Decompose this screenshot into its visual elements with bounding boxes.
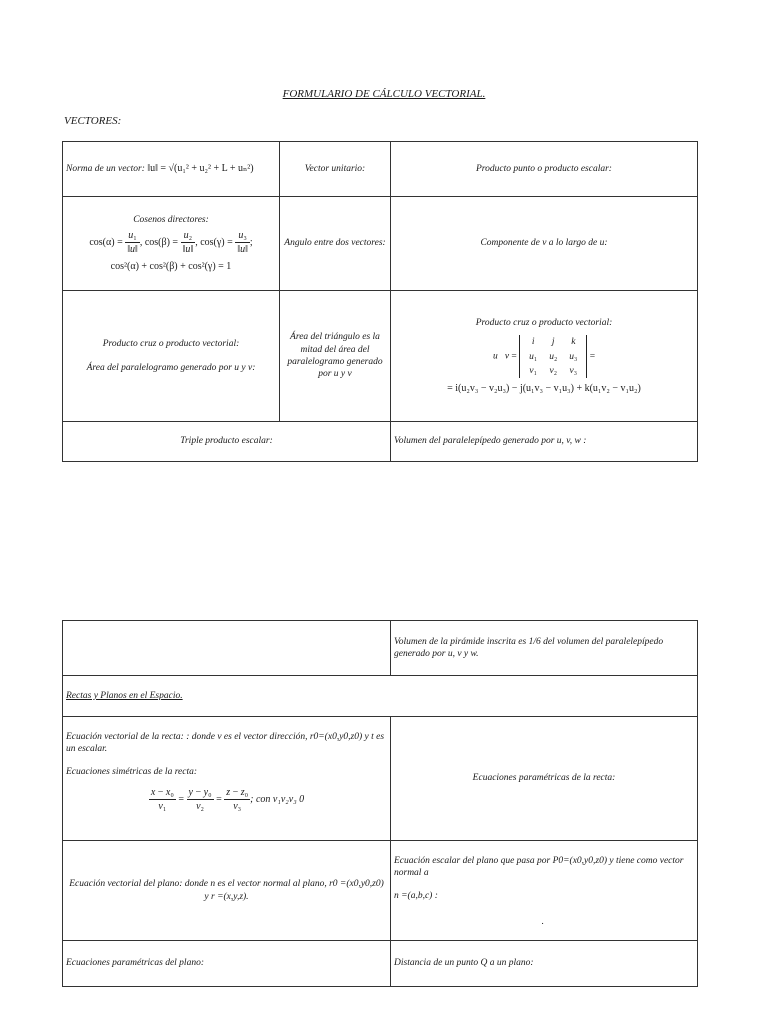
parametricas-plano-cell	[63, 941, 391, 987]
cruz-label: Producto cruz o producto vectorial:	[102, 338, 240, 349]
cruz-label-right: Producto cruz o producto vectorial:	[475, 317, 613, 328]
table-row	[63, 941, 698, 987]
page-title: FORMULARIO DE CÁLCULO VECTORIAL.	[282, 88, 486, 100]
cruz-determinant: u v = i j k u₁ u₂ u₃ v₁ v₂ v₃ =	[394, 335, 694, 378]
rectas-planos-cell	[63, 676, 698, 717]
norma-formula: ‖u‖ = √(u₁² + u₂² + L + uₙ²)	[147, 163, 254, 175]
volumen-cell	[391, 422, 698, 462]
empty-cell	[63, 621, 391, 676]
table-row	[63, 717, 698, 841]
cosenos-cell	[63, 197, 280, 291]
table-row	[63, 621, 698, 676]
cruz-cell-right	[391, 291, 698, 422]
table-row	[63, 841, 698, 941]
area-paralelogramo-label: Área del paralelogramo generado por u y v:	[86, 363, 256, 373]
ecuacion-vectorial-recta: Ecuación vectorial de la recta: : donde v es el vector dirección, r0=(x0,y0,z0) y t es un escalar.	[66, 732, 385, 755]
ecuacion-vectorial-plano: Ecuación vectorial del plano: donde n es el vector normal al plano, r0 =(x0,y0,z0) y r =(x,y,z).	[69, 879, 384, 902]
angulo-label: Angulo entre dos vectores:	[284, 238, 386, 249]
distancia-label: Distancia de un punto Q a un plano:	[394, 958, 534, 969]
norma-cell	[63, 142, 280, 197]
table-row	[63, 676, 698, 717]
producto-punto-cell	[391, 142, 698, 197]
n-vector: n =(a,b,c) :	[394, 890, 438, 901]
plano-vectorial-cell	[63, 841, 391, 941]
section-heading-vectores: VECTORES:	[64, 115, 122, 127]
triple-label: Triple producto escalar:	[180, 436, 273, 447]
componente-label: Componente de v a lo largo de u:	[480, 238, 608, 249]
simetricas-formula: $\frac{\text{x − x₀}}{\text{v₁}}$ = $\frac{\text{y − y₀}}{\text{v₂}}$ = $\frac{\text{z − z₀}}{\text{v₃}}$ ; con v₁v₂v₃ 0	[150, 787, 305, 813]
angulo-cell	[280, 197, 391, 291]
table-row	[63, 422, 698, 462]
cruz-cell-left	[63, 291, 280, 422]
area-triangulo-cell	[280, 291, 391, 422]
recta-cell	[63, 717, 391, 841]
norma-label: Norma de un vector:	[66, 164, 145, 175]
parametricas-plano-label: Ecuaciones paramétricas del plano:	[66, 958, 204, 969]
ecuaciones-simetricas-label: Ecuaciones simétricas de la recta:	[66, 766, 198, 777]
volumen-piramide-cell	[391, 621, 698, 676]
rectas-planos-heading: Rectas y Planos en el Espacio.	[66, 690, 183, 701]
rectas-planos-table	[62, 620, 698, 987]
plano-escalar-cell	[391, 841, 698, 941]
parametricas-recta-cell	[391, 717, 698, 841]
simetricas-tail: ; con v₁v₂v₃ 0	[250, 793, 305, 805]
volumen-label: Volumen del paralelepípedo generado por u, v, w :	[394, 436, 587, 447]
table-row	[63, 291, 698, 422]
table-row	[63, 197, 698, 291]
componente-cell	[391, 197, 698, 291]
cruz-expansion: = i(u₂v₃ − v₂u₃) − j(u₁v₃ − v₁u₃) + k(u₁v₂ − v₁u₂)	[447, 383, 641, 395]
vector-unitario-label: Vector unitario:	[304, 163, 366, 174]
cosenos-formula: cos(α) = $\frac{\text{u₁}}{‖u‖}$ , cos(β) = $\frac{\text{u₂}}{‖u‖}$ , cos(γ) = $\frac{\text{u₃}}{‖u‖}$ ;	[89, 230, 253, 256]
parametricas-recta-label: Ecuaciones paramétricas de la recta:	[472, 773, 616, 784]
table-row	[63, 142, 698, 197]
area-triangulo-label: Área del triángulo es la mitad del área del paralelogramo generado por u y v	[287, 332, 383, 380]
triple-cell	[63, 422, 391, 462]
distancia-cell	[391, 941, 698, 987]
dot-mark: .	[541, 917, 544, 928]
vectores-table	[62, 141, 698, 462]
determinant-matrix: i j k u₁ u₂ u₃ v₁ v₂ v₃	[519, 335, 587, 378]
producto-punto-label: Producto punto o producto escalar:	[476, 163, 612, 174]
cosenos-label: Cosenos directores:	[133, 214, 209, 225]
volumen-piramide-label: Volumen de la pirámide inscrita es 1/6 del volumen del paralelepípedo generado por u, v y w.	[394, 636, 664, 659]
cosenos-identity: cos²(α) + cos²(β) + cos²(γ) = 1	[110, 261, 232, 273]
vector-unitario-cell	[280, 142, 391, 197]
ecuacion-escalar-plano: Ecuación escalar del plano que pasa por P0=(x0,y0,z0) y tiene como vector normal a	[394, 856, 684, 879]
